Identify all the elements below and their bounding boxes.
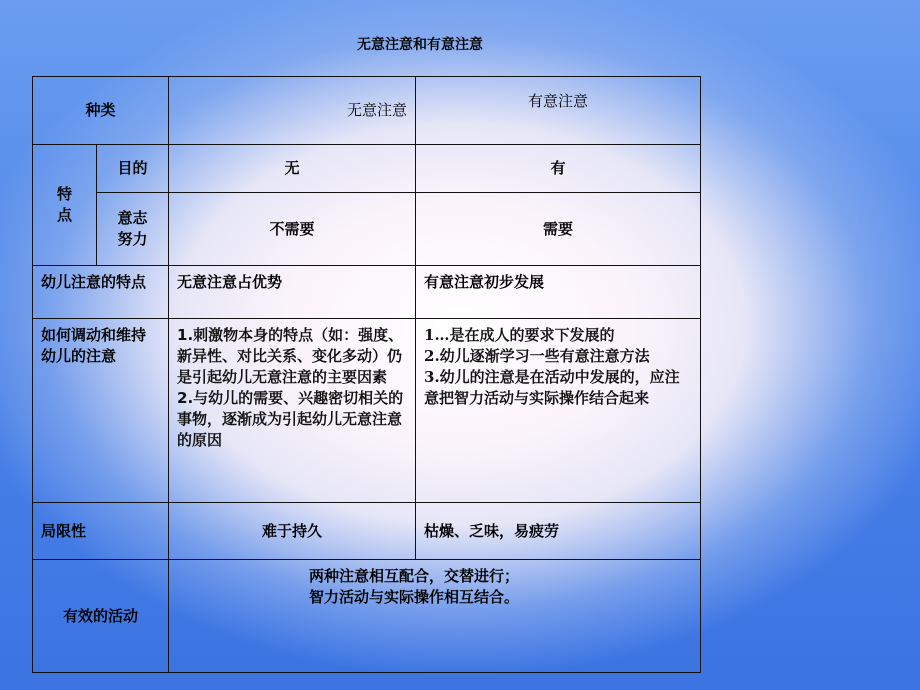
regulate-label: 如何调动和维持幼儿的注意	[33, 319, 169, 503]
activity-label: 有效的活动	[33, 560, 169, 673]
regulate-involuntary: 1.刺激物本身的特点（如：强度、新异性、对比关系、变化多动）仍是引起幼儿无意注意的主要因素 2.与幼儿的需要、兴趣密切相关的事物，逐渐成为引起幼儿无意注意的原因	[169, 319, 416, 503]
category-label: 种类	[33, 77, 169, 145]
limits-voluntary: 枯燥、乏味，易疲劳	[416, 503, 701, 560]
activity-row	[33, 560, 701, 673]
child-traits-involuntary: 无意注意占优势	[169, 266, 416, 319]
purpose-row	[33, 145, 701, 193]
page-title: 无意注意和有意注意	[357, 37, 483, 53]
limits-row	[33, 503, 701, 560]
purpose-voluntary: 有	[416, 145, 701, 193]
child-traits-voluntary: 有意注意初步发展	[416, 266, 701, 319]
purpose-label: 目的	[97, 145, 169, 193]
limits-involuntary: 难于持久	[169, 503, 416, 560]
will-label: 意志 努力	[97, 193, 169, 266]
voluntary-header: 有意注意	[416, 77, 701, 145]
regulate-voluntary-item: 3.幼儿的注意是在活动中发展的，应注意把智力活动与实际操作结合起来	[424, 368, 680, 407]
activity-content: 两种注意相互配合，交替进行； 智力活动与实际操作相互结合。	[169, 560, 701, 673]
child-traits-row	[33, 266, 701, 319]
regulate-voluntary	[416, 319, 701, 503]
purpose-involuntary: 无	[169, 145, 416, 193]
involuntary-header: 无意注意	[169, 77, 416, 145]
regulate-voluntary-item: 1…是在成人的要求下发展的	[424, 326, 615, 344]
header-row	[33, 77, 701, 145]
limits-label: 局限性	[33, 503, 169, 560]
features-group-label: 特 点	[33, 145, 97, 266]
will-voluntary: 需要	[416, 193, 701, 266]
will-row	[33, 193, 701, 266]
regulate-voluntary-item: 2.幼儿逐渐学习一些有意注意方法	[424, 347, 650, 365]
comparison-table	[32, 76, 701, 673]
will-involuntary: 不需要	[169, 193, 416, 266]
regulate-row	[33, 319, 701, 503]
child-traits-label: 幼儿注意的特点	[33, 266, 169, 319]
